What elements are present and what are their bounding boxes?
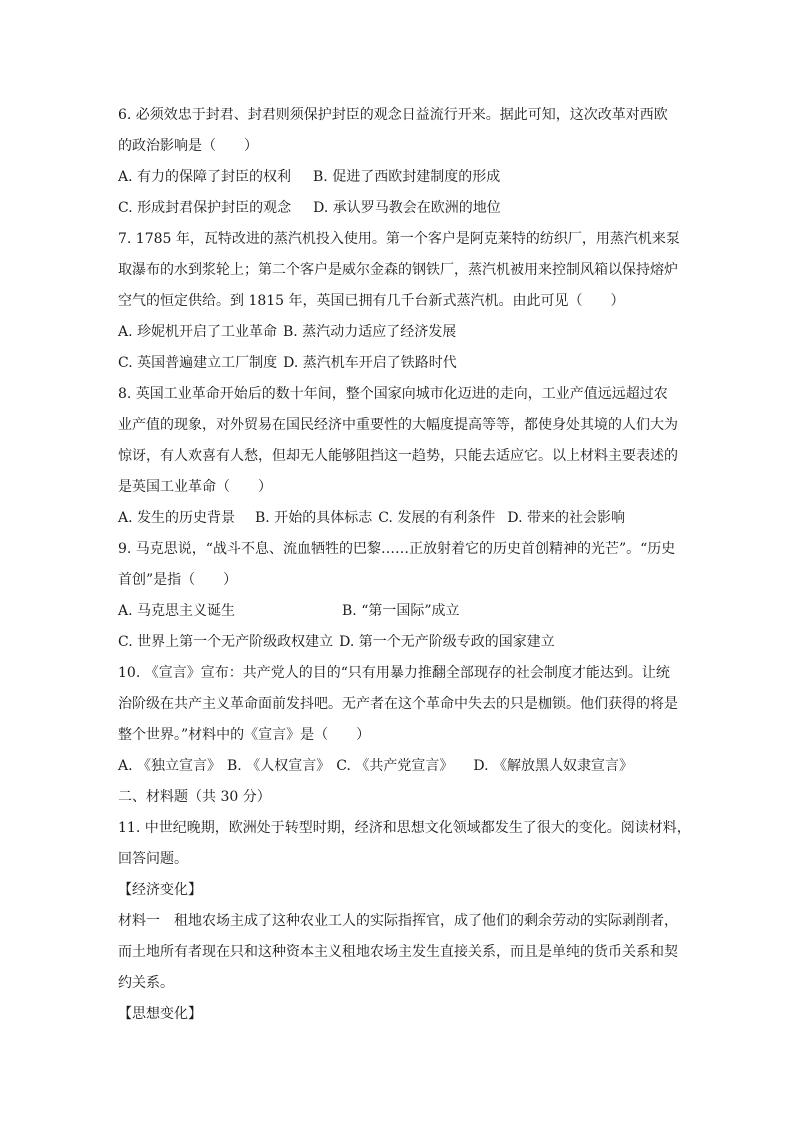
- thought-change-label: 【思想变化】: [118, 1006, 202, 1022]
- question-9-option-b: B. “第一国际”成立: [342, 603, 460, 619]
- question-8-stem-line-1: 8. 英国工业革命开始后的数十年间，整个国家向城市化迈进的走向，工业产值远远超过农: [118, 386, 668, 402]
- question-6-stem-line-1: 6. 必须效忠于封君、封君则须保护封臣的观念日益流行开来。据此可知，这次改革对西欧: [118, 107, 668, 123]
- question-7-stem-line-2: 取瀑布的水到浆轮上；第二个客户是威尔金森的钢铁厂，蒸汽机被用来控制风箱以保持熔炉: [118, 262, 678, 278]
- question-6-option-b: B. 促进了西欧封建制度的形成: [313, 169, 501, 185]
- question-8-option-b: B. 开始的具体标志: [255, 510, 373, 526]
- question-10-option-c: C. 《共产党宣言》: [336, 758, 454, 774]
- question-6-option-c: C. 形成封君保护封臣的观念: [118, 200, 292, 216]
- economic-change-label: 【经济变化】: [118, 882, 202, 898]
- question-10: [118, 658, 678, 782]
- question-7-stem-line-3: 空气的恒定供给。到 1815 年，英国已拥有几千台新式蒸汽机。由此可见（ ）: [118, 293, 625, 309]
- question-8-options-row: [118, 503, 678, 534]
- question-7-stem-line-1: 7. 1785 年，瓦特改进的蒸汽机投入使用。第一个客户是阿克莱特的纺织厂，用蒸汽机来泵: [118, 231, 680, 247]
- material-1-line-2: 而土地所有者现在只和这种资本主义租地农场主发生直接关系，而且是单纯的货币关系和契: [118, 944, 678, 960]
- question-8-option-d: D. 带来的社会影响: [507, 510, 625, 526]
- question-8-option-a: A. 发生的历史背景: [118, 510, 236, 526]
- question-7-option-a: A. 珍妮机开启了工业革命: [118, 324, 278, 340]
- question-9-option-d: D. 第一个无产阶级专政的国家建立: [339, 634, 555, 650]
- question-7-option-d: D. 蒸汽机车开启了铁路时代: [283, 355, 457, 371]
- document-page: [118, 100, 691, 1030]
- question-11: [118, 813, 691, 1030]
- question-9-stem-line-2: 首创”是指（ ）: [118, 572, 238, 588]
- question-9: [118, 534, 678, 658]
- question-9-options-row-2: [118, 627, 678, 658]
- question-6: [118, 100, 678, 224]
- question-7-option-c: C. 英国普遍建立工厂制度: [118, 355, 278, 371]
- question-8-option-c: C. 发展的有利条件: [378, 510, 496, 526]
- question-6-option-a: A. 有力的保障了封臣的权利: [118, 169, 292, 185]
- question-6-options-row-2: [118, 193, 678, 224]
- question-9-options-row-1: [118, 596, 678, 627]
- question-10-option-b: B. 《人权宣言》: [227, 758, 331, 774]
- question-11-stem-line-2: 回答问题。: [118, 851, 188, 867]
- material-1-line-3: 约关系。: [118, 975, 174, 991]
- question-8-stem-line-3: 惊讶，有人欢喜有人愁，但却无人能够阻挡这一趋势，只能去适应它。以上材料主要表述的: [118, 448, 678, 464]
- question-10-stem-line-3: 整个世界。”材料中的《宣言》是（ ）: [118, 727, 371, 743]
- question-7-options-row-1: [118, 317, 678, 348]
- question-10-option-a: A. 《独立宣言》: [118, 758, 222, 774]
- question-10-options-row: [118, 751, 678, 782]
- question-10-stem-line-2: 治阶级在共产主义革命面前发抖吧。无产者在这个革命中失去的只是枷锁。他们获得的将是: [118, 696, 678, 712]
- question-7-option-b: B. 蒸汽动力适应了经济发展: [283, 324, 457, 340]
- question-6-options-row-1: [118, 162, 678, 193]
- question-10-option-d: D. 《解放黑人奴隶宣言》: [473, 758, 633, 774]
- question-6-option-d: D. 承认罗马教会在欧洲的地位: [313, 200, 501, 216]
- question-9-option-c: C. 世界上第一个无产阶级政权建立: [118, 634, 334, 650]
- question-8-stem-line-4: 是英国工业革命（ ）: [118, 479, 272, 495]
- question-7-options-row-2: [118, 348, 678, 379]
- question-9-option-a: A. 马克思主义诞生: [118, 603, 236, 619]
- question-11-stem-line-1: 11. 中世纪晚期，欧洲处于转型时期，经济和思想文化领域都发生了很大的变化。阅读材料，: [118, 820, 691, 836]
- question-8: [118, 379, 678, 534]
- question-8-stem-line-2: 业产值的现象，对外贸易在国民经济中重要性的大幅度提高等等，都使身处其境的人们大为: [118, 417, 678, 433]
- question-10-stem-line-1: 10. 《宣言》宣布：共产党人的目的“只有用暴力推翻全部现存的社会制度才能达到。让统: [118, 665, 670, 681]
- question-9-stem-line-1: 9. 马克思说，“战斗不息、流血牺牲的巴黎……正放射着它的历史首创精神的光芒”。“历史: [118, 541, 676, 557]
- material-1-line-1: 材料一 租地农场主成了这种农业工人的实际指挥官，成了他们的剩余劳动的实际剥削者，: [118, 913, 678, 929]
- question-6-stem-line-2: 的政治影响是（ ）: [118, 138, 258, 154]
- section-2-heading: 二、材料题（共 30 分）: [118, 789, 271, 805]
- question-7: [118, 224, 678, 379]
